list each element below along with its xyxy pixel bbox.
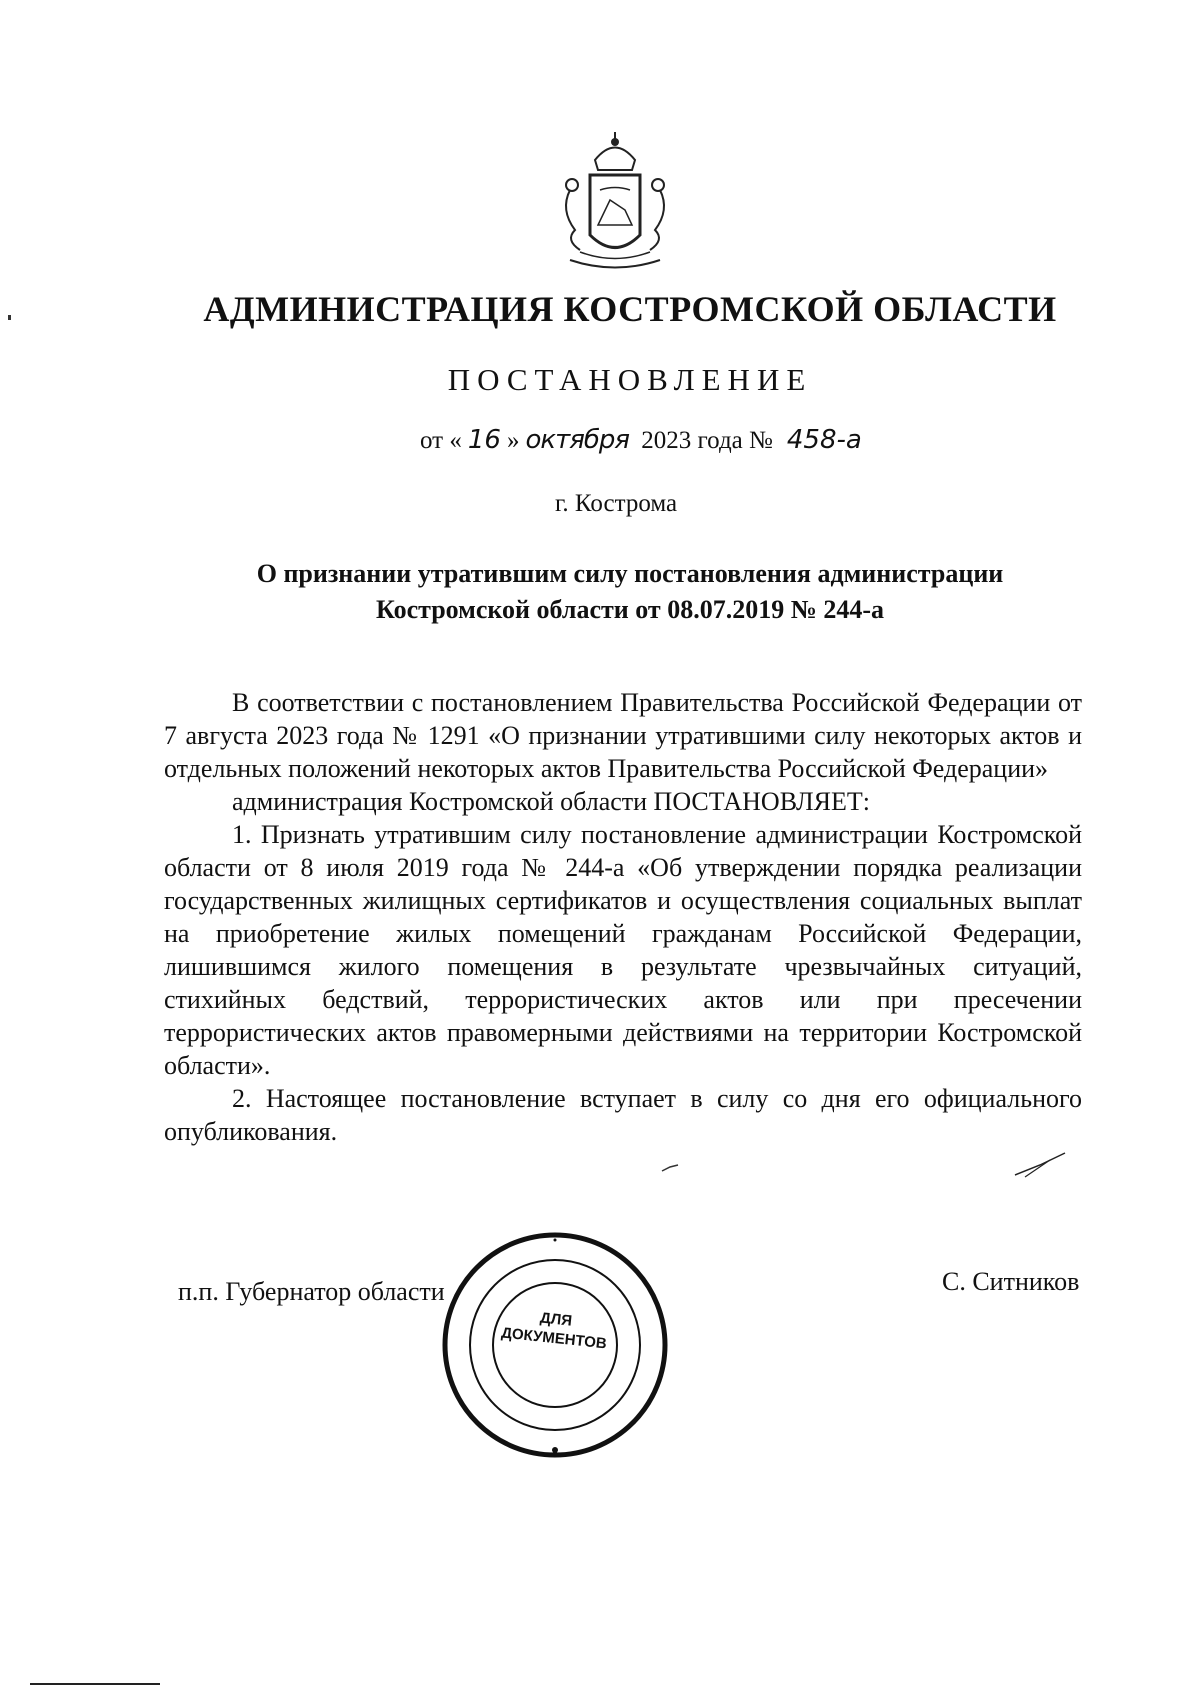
- handwritten-tick-icon: [660, 1163, 680, 1173]
- body-paragraph: 2. Настоящее постановление вступает в силу со дня его официального опубликования.: [164, 1084, 1082, 1146]
- date-day: 16: [467, 425, 501, 455]
- date-year: 2023 года №: [641, 427, 773, 454]
- date-mid: »: [506, 427, 520, 454]
- round-seal: [440, 1230, 670, 1460]
- body-paragraph: 1. Признать утратившим силу постановление администрации Костромской области от 8 июля 2019 года № 244-а «Об утверждении порядка реализации государственных жилищных сертификатов и осуществления социальных выплат на приобретение жилых помещений гражданам Российской Федерации, лишившимся жилого помещения в результате чрезвычайных ситуаций, стихийных бедствий, террористических актов или при пресечении террористических актов правомерными действиями на территории Костромской области».: [164, 820, 1082, 1080]
- date-line: [420, 425, 862, 455]
- stamp-center-text: ДЛЯ ДОКУМЕНТОВ: [500, 1309, 608, 1353]
- signatory-position: п.п. Губернатор области: [178, 1277, 445, 1306]
- document-type: ПОСТАНОВЛЕНИЕ: [447, 362, 813, 397]
- title-line-2: Костромской области от 08.07.2019 № 244-а: [376, 595, 884, 624]
- title-line-1: О признании утратившим силу постановления администрации: [256, 559, 1004, 588]
- body-paragraph: администрация Костромской области ПОСТАНОВЛЯЕТ:: [232, 787, 871, 816]
- footer-rule: [30, 1683, 160, 1685]
- body-paragraph: В соответствии с постановлением Правительства Российской Федерации от 7 августа 2023 года № 1291 «О признании утратившими силу некоторых актов и отдельных положений некоторых актов Правительства Российской Федерации»: [164, 688, 1082, 783]
- city: г. Кострома: [555, 490, 678, 517]
- scan-mark: [8, 315, 11, 320]
- coat-of-arms-icon: [540, 130, 690, 280]
- document-body: [164, 686, 1082, 1148]
- document-number: 458-а: [786, 425, 862, 455]
- initial-mark-icon: [1010, 1150, 1070, 1180]
- date-month: октября: [525, 425, 630, 455]
- date-prefix: от «: [420, 427, 462, 454]
- document-title: [160, 556, 1100, 628]
- signatory-name: С. Ситников: [942, 1267, 1080, 1296]
- organization-name: АДМИНИСТРАЦИЯ КОСТРОМСКОЙ ОБЛАСТИ: [203, 289, 1057, 329]
